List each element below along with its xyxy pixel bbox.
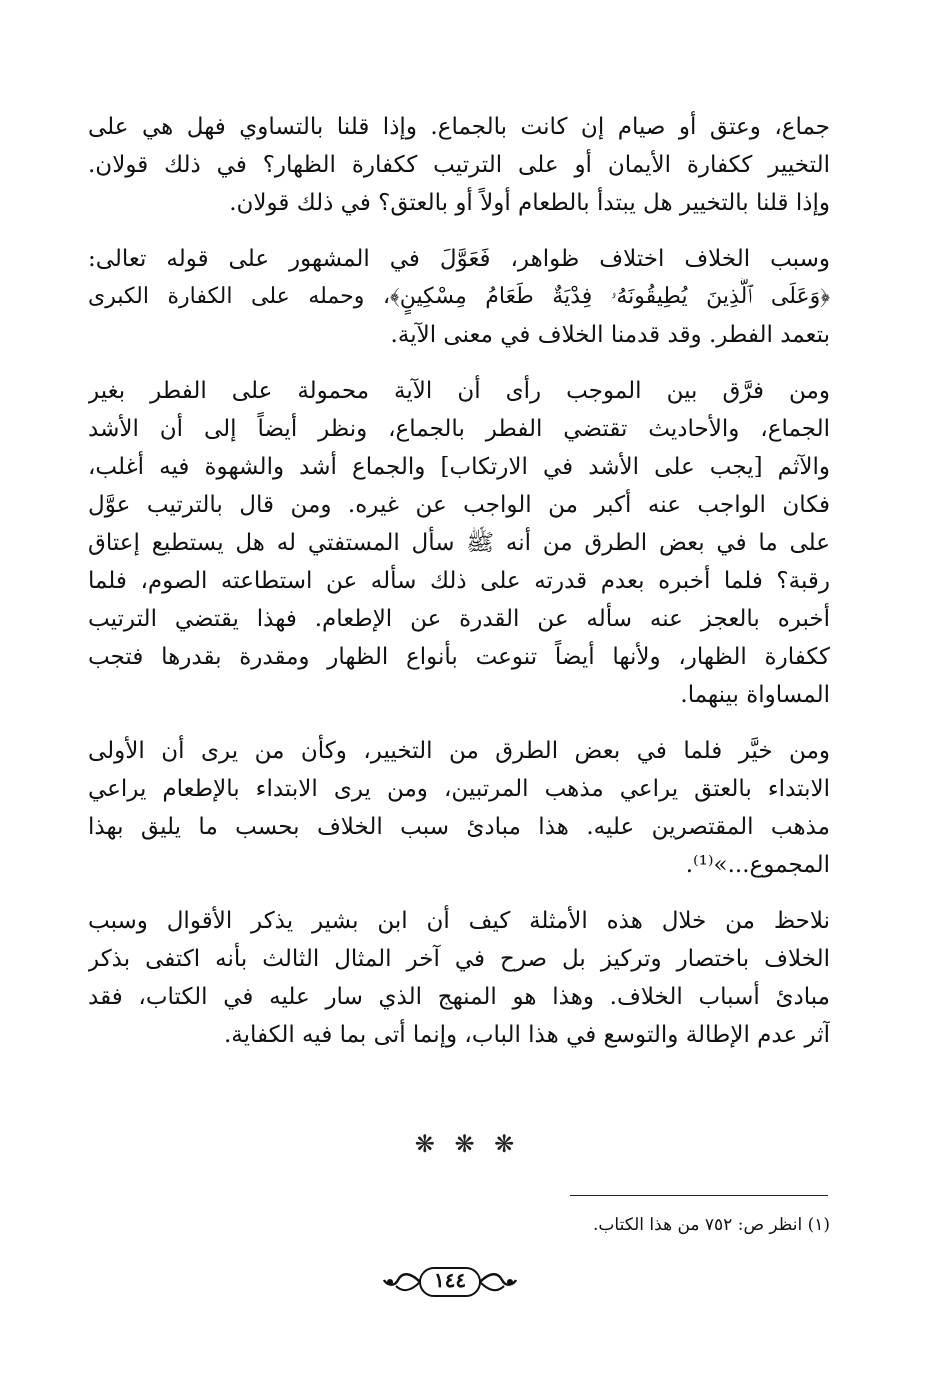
paragraph-4 <box>88 732 830 884</box>
paragraph-5 <box>88 902 830 1054</box>
text-line: آثر عدم الإطالة والتوسع في هذا الباب، وإنما أتى بما فيه الكفاية. <box>223 1022 830 1048</box>
text-line: المساواة بينهما. <box>680 682 830 708</box>
paragraph-1 <box>88 108 830 222</box>
text-line: جماع، وعتق أو صيام إن كانت بالجماع. وإذا قلنا بالتساوي فهل هي على <box>88 114 830 140</box>
text-line: أخبره بالعجز عنه سأله عن القدرة عن الإطعام. فهذا يقتضي الترتيب <box>88 606 830 632</box>
page-number-ornament <box>380 1262 520 1302</box>
text-line: رقبة؟ فلما أخبره بعدم قدرته على ذلك سأله عن استطاعته الصوم، فلما <box>88 568 830 594</box>
text-line: على ما في بعض الطرق من أنه ﷺ سأل المستفتي له هل يستطيع إعتاق <box>88 530 830 556</box>
paragraph-3 <box>88 372 830 714</box>
text-line: التخيير ككفارة الأيمان أو على الترتيب ككفارة الظهار؟ في ذلك قولان. <box>88 152 830 178</box>
text-line: ككفارة الظهار، ولأنها أيضاً تنوعت بأنواع الظهار ومقدرة بقدرها فتجب <box>88 644 830 670</box>
paragraph-2 <box>88 240 830 354</box>
quran-verse-line: ﴿وَعَلَى ٱلَّذِينَ يُطِيقُونَهُۥ فِدْيَةٌ طَعَامُ مِسْكِينٍ﴾، وحمله على الكفارة الكبرى <box>88 284 830 309</box>
section-separator: ❋ ❋ ❋ <box>414 1130 521 1158</box>
text-line: فكان الواجب عنه أكبر من الواجب عن غيره. ومن قال بالترتيب عوَّل <box>88 492 830 518</box>
text-line: نلاحظ من خلال هذه الأمثلة كيف أن ابن بشير يذكر الأقوال وسبب <box>88 908 830 934</box>
text-line: الجماع، والأحاديث تقتضي الفطر بالجماع، ونظر أيضاً إلى أن الأشد <box>88 416 830 442</box>
text-line: المجموع...»⁽¹⁾. <box>685 852 830 878</box>
footnote-rule <box>570 1195 828 1196</box>
text-line: الابتداء بالعتق يراعي مذهب المرتبين، ومن يرى الابتداء بالإطعام يراعي <box>88 776 830 802</box>
text-line: ومن فرَّق بين الموجب رأى أن الآية محمولة على الفطر بغير <box>88 378 830 404</box>
text-line: ومن خيَّر فلما في بعض الطرق من التخيير، وكأن من يرى أن الأولى <box>88 738 830 764</box>
text-line: وإذا قلنا بالتخيير هل يبتدأ بالطعام أولاً أو بالعتق؟ في ذلك قولان. <box>229 190 830 216</box>
page-body <box>88 108 830 1072</box>
text-line: مبادئ أسباب الخلاف. وهذا هو المنهج الذي سار عليه في الكتاب، فقد <box>88 984 830 1010</box>
text-line: وسبب الخلاف اختلاف ظواهر، فَعَوَّلَ في المشهور على قوله تعالى: <box>88 246 830 272</box>
text-line: مذهب المقتصرين عليه. هذا مبادئ سبب الخلاف بحسب ما يليق بهذا <box>88 814 830 840</box>
footnote: (١) انظر ص: ٧٥٢ من هذا الكتاب. <box>593 1215 830 1235</box>
text-line: بتعمد الفطر. وقد قدمنا الخلاف في معنى الآية. <box>390 322 830 348</box>
text-line: والآثم [يجب على الأشد في الارتكاب] والجماع أشد والشهوة فيه أغلب، <box>88 454 830 480</box>
text-line: الخلاف باختصار وتركيز بل صرح في آخر المثال الثالث بأنه اكتفى بذكر <box>88 946 830 972</box>
page-number: ١٤٤ <box>433 1268 467 1292</box>
